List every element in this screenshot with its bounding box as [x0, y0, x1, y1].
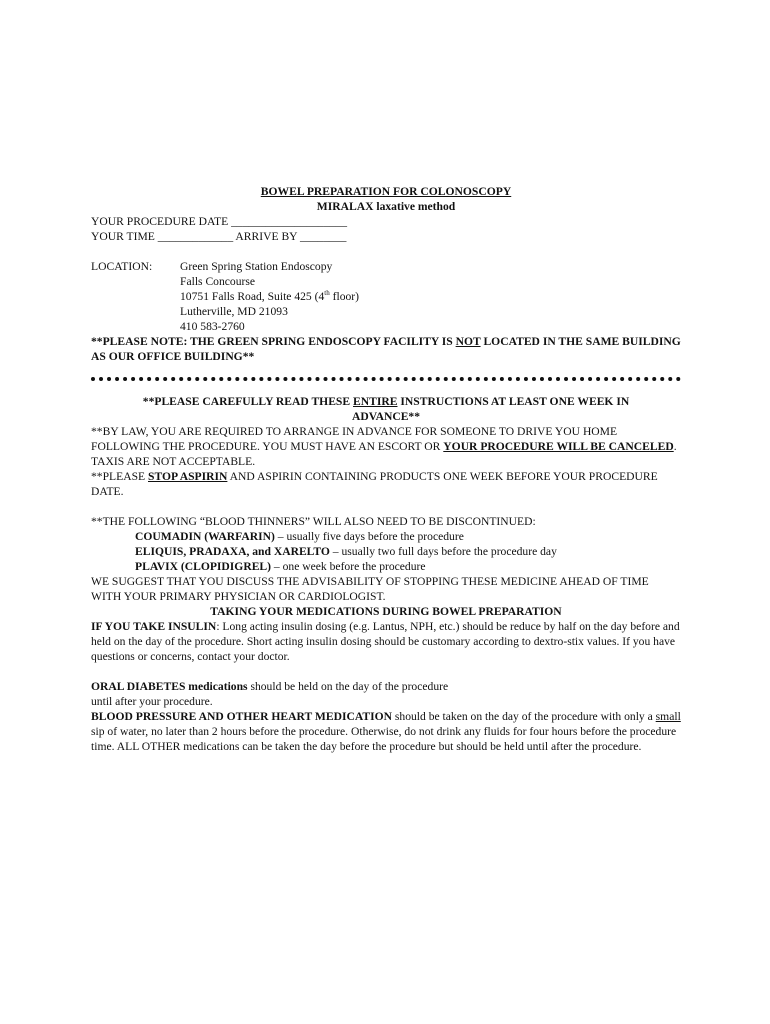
facility-note: **PLEASE NOTE: THE GREEN SPRING ENDOSCOPY FACILITY IS NOT LOCATED IN THE SAME BUILDING AS OUR OFFICE BUILDING**	[91, 335, 681, 363]
location-phone: 410 583-2760	[180, 320, 245, 333]
read-notice: **PLEASE CAREFULLY READ THESE ENTIRE INSTRUCTIONS AT LEAST ONE WEEK IN ADVANCE**	[142, 395, 630, 423]
location-street: 10751 Falls Road, Suite 425 (4th floor)	[180, 289, 360, 303]
location-name: Green Spring Station Endoscopy	[180, 260, 333, 273]
insulin-instructions: IF YOU TAKE INSULIN: Long acting insulin dosing (e.g. Lantus, NPH, etc.) should be reduce by half on the day before and held on the day of the procedure. Short acting insulin dosing should be customary according to dextro-stix values. If you have questions or concerns, contact your doctor.	[91, 620, 680, 663]
procedure-date-line: YOUR PROCEDURE DATE ____________________	[91, 215, 348, 228]
title-line-1: BOWEL PREPARATION FOR COLONOSCOPY	[260, 185, 512, 198]
time-arrive-line: YOUR TIME _____________ ARRIVE BY ________	[91, 230, 347, 243]
driver-requirement: **BY LAW, YOU ARE REQUIRED TO ARRANGE IN ADVANCE FOR SOMEONE TO DRIVE YOU HOME FOLLOWING THE PROCEDURE. YOU MUST HAVE AN ESCORT OR YOUR PROCEDURE WILL BE CANCELED. TAXIS ARE NOT ACCEPTABLE.	[91, 425, 677, 468]
blood-pressure-instructions: BLOOD PRESSURE AND OTHER HEART MEDICATION should be taken on the day of the procedure with only a small sip of water, no later than 2 hours before the procedure. Otherwise, do not drink any fluids for four hours before the procedure time. ALL OTHER medications can be taken the day before the procedure but should be held until after the procedure.	[91, 710, 681, 753]
dotted-divider	[91, 377, 681, 381]
blood-thinner-item: COUMADIN (WARFARIN) – usually five days before the procedure	[135, 530, 464, 543]
location-building: Falls Concourse	[180, 275, 256, 288]
location-address	[180, 259, 681, 334]
document-title	[91, 184, 681, 214]
title-line-2: MIRALAX laxative method	[316, 200, 456, 213]
blood-thinners-intro: **THE FOLLOWING “BLOOD THINNERS” WILL ALSO NEED TO BE DISCONTINUED:	[91, 515, 536, 528]
physician-suggestion: WE SUGGEST THAT YOU DISCUSS THE ADVISABILITY OF STOPPING THESE MEDICINE AHEAD OF TIME WITH YOUR PRIMARY PHYSICIAN OR CARDIOLOGIST.	[91, 575, 649, 603]
aspirin-notice: **PLEASE STOP ASPIRIN AND ASPIRIN CONTAINING PRODUCTS ONE WEEK BEFORE YOUR PROCEDURE DATE.	[91, 470, 658, 498]
blood-thinner-item: ELIQUIS, PRADAXA, and XARELTO – usually two full days before the procedure day	[135, 545, 557, 558]
location-block	[91, 259, 681, 334]
location-city: Lutherville, MD 21093	[180, 305, 288, 318]
blood-thinner-item: PLAVIX (CLOPIDIGREL) – one week before the procedure	[135, 560, 426, 573]
location-label: LOCATION:	[91, 260, 153, 273]
oral-diabetes-instructions: ORAL DIABETES medications should be held on the day of the procedure until after your procedure.	[91, 680, 449, 708]
medications-heading: TAKING YOUR MEDICATIONS DURING BOWEL PREPARATION	[210, 605, 562, 618]
document-body	[91, 184, 681, 754]
blood-thinners-section	[91, 514, 681, 604]
